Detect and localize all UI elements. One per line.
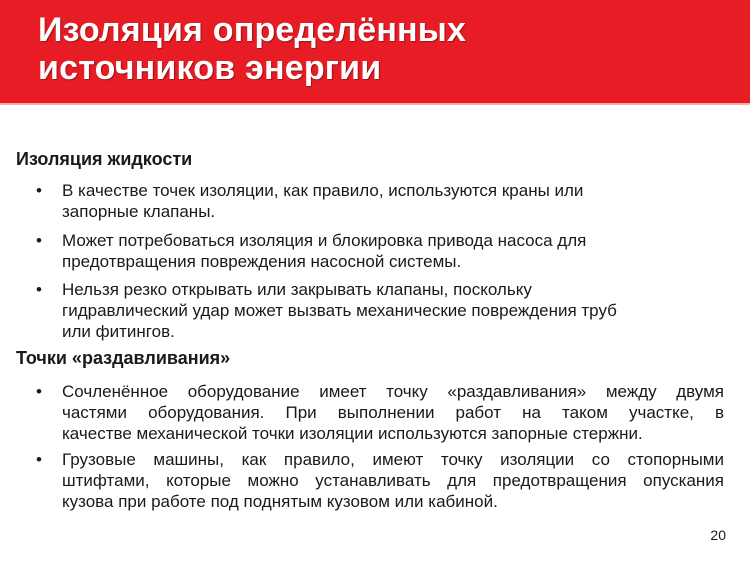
title-line: источников энергии <box>38 49 382 87</box>
bullet-item <box>36 230 724 272</box>
bullet-item <box>36 449 724 512</box>
bullet-line: предотвращения повреждения насосной системы. <box>62 252 462 271</box>
bullet-icon: • <box>36 181 42 200</box>
bullet-line: Сочленённое оборудование имеет точку «раздавливания» между двумя <box>62 382 724 401</box>
bullet-line: штифтами, которые можно устанавливать для предотвращения опускания <box>62 471 724 490</box>
page-number: 20 <box>710 527 726 543</box>
title-line: Изоляция определённых <box>38 11 467 49</box>
bullet-line: запорные клапаны. <box>62 202 216 221</box>
section-heading: Точки «раздавливания» <box>16 348 231 368</box>
bullet-line: Может потребоваться изоляция и блокировка привода насоса для <box>62 231 587 250</box>
bullet-line: кузова при работе под поднятым кузовом или кабиной. <box>62 492 498 511</box>
bullet-line: частями оборудования. При выполнении работ на таком участке, в <box>62 403 724 422</box>
bullet-line: В качестве точек изоляции, как правило, используются краны или <box>62 181 584 200</box>
bullet-line: Нельзя резко открывать или закрывать клапаны, поскольку <box>62 280 532 299</box>
bullet-line: Грузовые машины, как правило, имеют точку изоляции со стопорными <box>62 450 724 469</box>
bullet-line: качестве механической точки изоляции используются запорные стержни. <box>62 424 643 443</box>
bullet-line: или фитингов. <box>62 322 175 341</box>
section-heading: Изоляция жидкости <box>16 149 193 169</box>
slide-title <box>38 11 466 87</box>
bullet-item <box>36 279 724 342</box>
bullet-icon: • <box>36 382 42 401</box>
bullet-icon: • <box>36 280 42 299</box>
bullet-line: гидравлический удар может вызвать механические повреждения труб <box>62 301 617 320</box>
bullet-icon: • <box>36 231 42 250</box>
bullet-item <box>36 381 724 444</box>
bullet-item <box>36 180 724 222</box>
bullet-icon: • <box>36 450 42 469</box>
